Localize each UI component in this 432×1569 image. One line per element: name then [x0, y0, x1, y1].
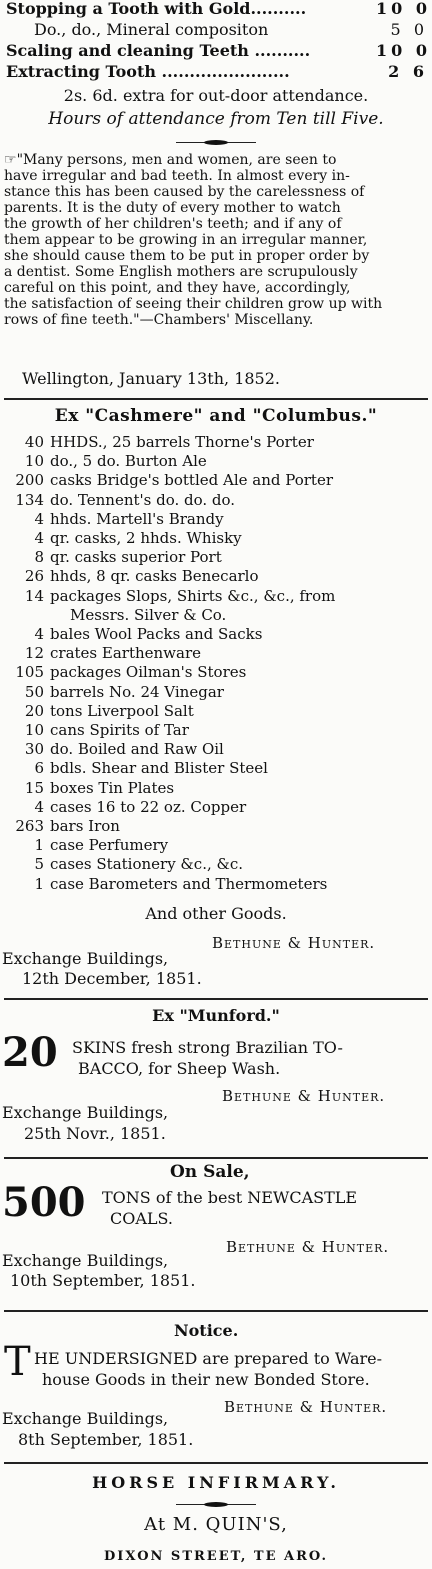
- pointing-hand-icon: ☞: [4, 152, 17, 168]
- list-item: 200 casks Bridge's bottled Ale and Porter: [15, 471, 334, 490]
- list-item: 134 do. Tennent's do. do. do.: [15, 490, 236, 509]
- list-item: 30 do. Boiled and Raw Oil: [24, 740, 224, 759]
- ad-heading: Ex "Munford.": [152, 1006, 280, 1025]
- list-item: 12 crates Earthenware: [24, 644, 202, 663]
- list-item: 14 packages Slops, Shirts &c., &c., from: [24, 586, 336, 605]
- drop-cap: T: [4, 1339, 31, 1385]
- other-goods: And other Goods.: [145, 904, 287, 923]
- ad-text: BACCO, for Sheep Wash.: [78, 1059, 281, 1078]
- list-item: 4 hhds. Martell's Brandy: [34, 509, 224, 528]
- ad-subheading: At M. QUIN'S,: [144, 1514, 288, 1535]
- ad-text: house Goods in their new Bonded Store.: [42, 1370, 370, 1389]
- list-item: 105 packages Oilman's Stores: [15, 663, 247, 682]
- signature: Bethune & Hunter.: [222, 1087, 386, 1105]
- address: Exchange Buildings,: [2, 1251, 169, 1270]
- list-item: 263 bars Iron: [15, 817, 120, 836]
- ad-text: SKINS fresh strong Brazilian TO-: [72, 1038, 343, 1057]
- list-item: 4 bales Wool Packs and Sacks: [34, 625, 263, 644]
- fee-row: Extracting Tooth ....................... 2 6: [6, 62, 428, 81]
- signature: Bethune & Hunter.: [212, 934, 376, 952]
- address: Exchange Buildings,: [2, 1103, 169, 1122]
- list-item: 4 qr. casks, 2 hhds. Whisky: [34, 529, 242, 548]
- section-rule: [4, 1462, 428, 1464]
- section-rule: [4, 1157, 428, 1159]
- goods-list: [0, 433, 432, 894]
- section-rule: [4, 998, 428, 1000]
- fee-row: Stopping a Tooth with Gold.......... 10 0: [6, 0, 431, 18]
- hours-line: Hours of attendance from Ten till Five.: [48, 109, 384, 129]
- ad-heading: HORSE INFIRMARY.: [92, 1473, 340, 1492]
- dateline: Wellington, January 13th, 1852.: [22, 369, 280, 388]
- big-number: 20: [2, 1029, 58, 1076]
- fee-row: Scaling and cleaning Teeth .......... 10 0: [6, 41, 431, 60]
- list-item: 20 tons Liverpool Salt: [24, 701, 194, 720]
- section-rule: [4, 398, 428, 400]
- list-item: 26 hhds, 8 qr. casks Benecarlo: [24, 567, 259, 586]
- signature: Bethune & Hunter.: [226, 1238, 390, 1256]
- address: Exchange Buildings,: [2, 949, 169, 968]
- list-item: Messrs. Silver & Co.: [70, 605, 227, 624]
- ad-street: DIXON STREET, TE ARO.: [103, 1549, 328, 1564]
- list-item: 5 cases Stationery &c., &c.: [34, 855, 244, 874]
- list-item: 10 do., 5 do. Burton Ale: [24, 452, 207, 471]
- ad-date: 8th September, 1851.: [18, 1430, 194, 1449]
- list-item: 50 barrels No. 24 Vinegar: [24, 682, 224, 701]
- ad-text: COALS.: [110, 1209, 174, 1228]
- list-item: 4 cases 16 to 22 oz. Copper: [34, 797, 247, 816]
- big-number: 500: [2, 1179, 86, 1226]
- ad-date: 25th Novr., 1851.: [24, 1124, 166, 1143]
- address: Exchange Buildings,: [2, 1409, 169, 1428]
- ad-heading: Ex "Cashmere" and "Columbus.": [54, 406, 378, 426]
- list-item: 1 case Perfumery: [34, 836, 169, 855]
- ad-text: TONS of the best NEWCASTLE: [102, 1188, 358, 1207]
- ad-heading: On Sale,: [170, 1162, 250, 1182]
- divider-ornament: [176, 1502, 256, 1508]
- divider-ornament: [176, 140, 256, 146]
- fee-row: Do., do., Mineral compositon 5 0: [34, 20, 428, 39]
- ad-date: 10th September, 1851.: [10, 1271, 196, 1290]
- list-item: 6 bdls. Shear and Blister Steel: [34, 759, 268, 778]
- ad-date: 12th December, 1851.: [22, 969, 202, 988]
- extra-note: 2s. 6d. extra for out-door attendance.: [63, 86, 369, 105]
- section-rule: [4, 1310, 428, 1312]
- ad-heading: Notice.: [174, 1321, 239, 1340]
- list-item: 1 case Barometers and Thermometers: [34, 874, 328, 893]
- list-item: 15 boxes Tin Plates: [24, 778, 175, 797]
- quote-paragraph: ☞"Many persons, men and women, are seen to have irregular and bad teeth. In almost every in- stance this has been caused by the carelessness of parents. It is the duty of every mother to watch the growth of her children's teeth; and if any of them appear to be growing in an irregular manner, she should cause them to be put in proper order by a dentist. Some English mothers are scrupulously careful on this point, and they have, accordingly, the satisfaction of seeing their children grow up with rows of fine teeth."—Chambers' Miscellany.: [4, 152, 383, 328]
- signature: Bethune & Hunter.: [224, 1398, 388, 1416]
- list-item: 40 HHDS., 25 barrels Thorne's Porter: [24, 433, 314, 451]
- list-item: 8 qr. casks superior Port: [34, 548, 222, 567]
- list-item: 10 cans Spirits of Tar: [24, 721, 189, 740]
- ad-text: HE UNDERSIGNED are prepared to Ware-: [34, 1349, 383, 1368]
